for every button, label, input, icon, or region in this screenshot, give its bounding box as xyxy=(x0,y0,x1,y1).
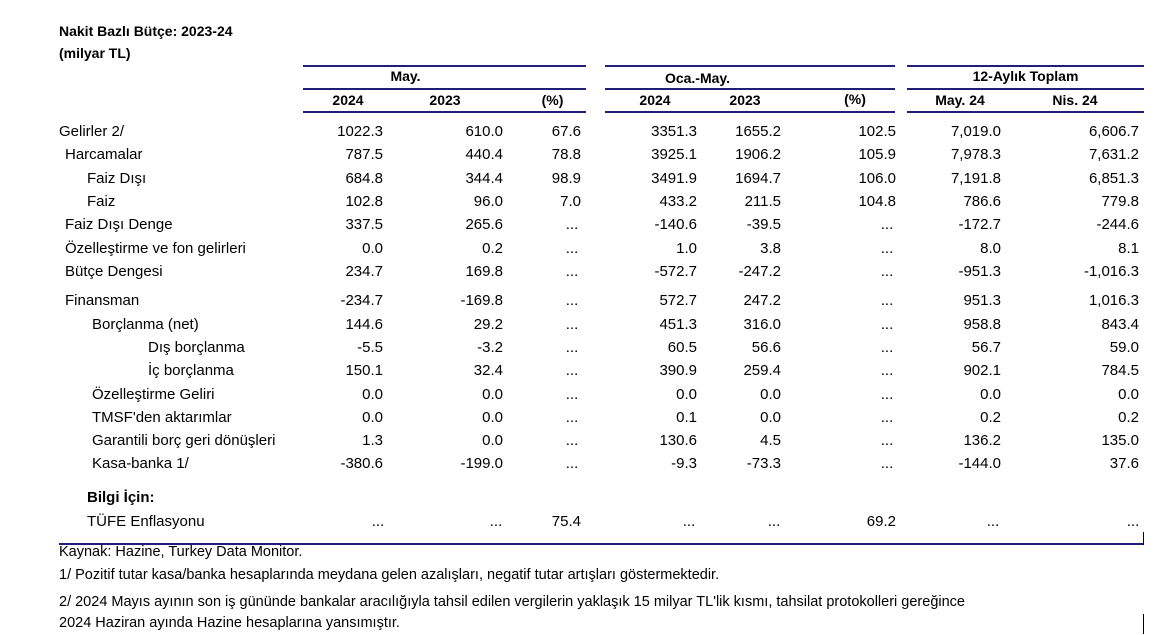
cell: 316.0 xyxy=(743,316,781,333)
cell: 0.0 xyxy=(676,386,697,403)
cell: ... xyxy=(565,432,579,449)
cell: 96.0 xyxy=(473,193,503,210)
cell: 610.0 xyxy=(465,123,503,140)
cell: 951.3 xyxy=(963,292,1001,309)
cell: 337.5 xyxy=(345,216,383,233)
cell: ... xyxy=(565,240,579,257)
subheader-may24: May. 24 xyxy=(935,92,985,108)
row-label: Özelleştirme ve fon gelirleri xyxy=(65,240,246,257)
group-top-rule-may xyxy=(303,65,586,67)
cell: 67.6 xyxy=(551,123,581,140)
cell: 259.4 xyxy=(743,362,781,379)
table-row xyxy=(0,193,1174,213)
cell: 3.8 xyxy=(760,240,781,257)
cell: 75.4 xyxy=(551,513,581,530)
cell: 390.9 xyxy=(659,362,697,379)
cell: 0.0 xyxy=(362,386,383,403)
cell: 7,978.3 xyxy=(950,146,1001,163)
cell: 69.2 xyxy=(866,513,896,530)
cell: 0.0 xyxy=(482,409,503,426)
cell: ... xyxy=(880,216,894,233)
cell: 7,019.0 xyxy=(950,123,1001,140)
cell: 136.2 xyxy=(963,432,1001,449)
cell: 0.0 xyxy=(362,409,383,426)
cell: 6,851.3 xyxy=(1088,170,1139,187)
subheader-may-2024: 2024 xyxy=(332,92,364,108)
cell: 265.6 xyxy=(465,216,503,233)
cell: 130.6 xyxy=(659,432,697,449)
table-row xyxy=(0,216,1174,236)
right-edge-marker xyxy=(1143,532,1144,545)
subheader-may-2023: 2023 xyxy=(429,92,461,108)
cell: 0.2 xyxy=(1118,409,1139,426)
row-label: Bütçe Dengesi xyxy=(65,263,163,280)
cell: 169.8 xyxy=(465,263,503,280)
cell: 0.1 xyxy=(676,409,697,426)
table-row xyxy=(0,362,1174,382)
group-header-ocamay: Oca.-May. xyxy=(664,70,731,86)
cell: 684.8 xyxy=(345,170,383,187)
cell: ... xyxy=(565,216,579,233)
cell: 105.9 xyxy=(858,146,896,163)
row-label: Gelirler 2/ xyxy=(59,123,125,140)
table-row xyxy=(0,409,1174,429)
cell: 784.5 xyxy=(1101,362,1139,379)
cell: ... xyxy=(565,409,579,426)
cell: 0.0 xyxy=(482,432,503,449)
subheader-nis24: Nis. 24 xyxy=(1052,92,1098,108)
group-header-may: May. xyxy=(390,68,421,84)
cell: 102.8 xyxy=(345,193,383,210)
cell: 7,631.2 xyxy=(1088,146,1139,163)
cell: 56.7 xyxy=(971,339,1001,356)
cell: 0.0 xyxy=(760,386,781,403)
source-note: Kaynak: Hazine, Turkey Data Monitor. xyxy=(59,544,303,560)
cell: 106.0 xyxy=(858,170,896,187)
cell: ... xyxy=(880,263,894,280)
cell: 0.0 xyxy=(482,386,503,403)
cell: ... xyxy=(371,513,385,530)
cell: 7.0 xyxy=(560,193,581,210)
subheader-ocamay-pct: (%) xyxy=(844,91,866,107)
cell: -199.0 xyxy=(460,455,503,472)
row-label: Dış borçlanma xyxy=(148,339,245,356)
cell: ... xyxy=(880,455,894,472)
row-label: Özelleştirme Geliri xyxy=(92,386,215,403)
cell: 433.2 xyxy=(659,193,697,210)
cell: -39.5 xyxy=(746,216,781,233)
row-label: Borçlanma (net) xyxy=(92,316,199,333)
cell: 78.8 xyxy=(551,146,581,163)
subheader-may-pct: (%) xyxy=(541,92,564,108)
cell: 7,191.8 xyxy=(950,170,1001,187)
table-row xyxy=(0,263,1174,283)
cell: 6,606.7 xyxy=(1088,123,1139,140)
table-row xyxy=(0,432,1174,452)
row-label: TMSF'den aktarımlar xyxy=(92,409,232,426)
right-edge-marker xyxy=(1143,614,1144,634)
cell: 1.3 xyxy=(362,432,383,449)
cell: ... xyxy=(565,339,579,356)
cell: ... xyxy=(880,432,894,449)
cell: 8.0 xyxy=(980,240,1001,257)
cell: 60.5 xyxy=(667,339,697,356)
subheader-ocamay-2024: 2024 xyxy=(639,92,671,108)
cell: -144.0 xyxy=(958,455,1001,472)
cell: ... xyxy=(565,362,579,379)
cell: ... xyxy=(565,386,579,403)
group-header-12ay: 12-Aylık Toplam xyxy=(972,68,1079,84)
cell: 234.7 xyxy=(345,263,383,280)
table-row xyxy=(0,292,1174,312)
table-row xyxy=(0,170,1174,190)
row-label: Faiz Dışı Denge xyxy=(65,216,173,233)
info-heading: Bilgi İçin: xyxy=(87,489,155,506)
subheader-top-rule xyxy=(907,88,1144,90)
table-row xyxy=(0,240,1174,260)
table-row xyxy=(0,339,1174,359)
cell: 902.1 xyxy=(963,362,1001,379)
group-top-rule-ocamay xyxy=(605,65,895,67)
cell: 104.8 xyxy=(858,193,896,210)
cell: -5.5 xyxy=(357,339,383,356)
cell: -380.6 xyxy=(340,455,383,472)
subheader-bottom-rule xyxy=(303,111,586,113)
cell: 1655.2 xyxy=(735,123,781,140)
cell: ... xyxy=(880,292,894,309)
cell: ... xyxy=(489,513,503,530)
cell: 98.9 xyxy=(551,170,581,187)
subheader-ocamay-2023: 2023 xyxy=(729,92,761,108)
cell: ... xyxy=(880,339,894,356)
cell: -3.2 xyxy=(477,339,503,356)
cell: 0.0 xyxy=(1118,386,1139,403)
cell: ... xyxy=(880,409,894,426)
cell: ... xyxy=(880,386,894,403)
cell: 4.5 xyxy=(760,432,781,449)
cell: 59.0 xyxy=(1109,339,1139,356)
cell: 1022.3 xyxy=(337,123,383,140)
footnote-2: 2/ 2024 Mayıs ayının son iş gününde bankalar aracılığıyla tahsil edilen vergilerin yaklaşık 15 milyar TL'lik kısmı, tahsilat protokolleri gereğince xyxy=(59,594,965,610)
cell: 144.6 xyxy=(345,316,383,333)
cell: 135.0 xyxy=(1101,432,1139,449)
cell: ... xyxy=(767,513,781,530)
cell: ... xyxy=(565,292,579,309)
footnote-1: 1/ Pozitif tutar kasa/banka hesaplarında meydana gelen azalışları, negatif tutar artışları göstermektedir. xyxy=(59,567,720,583)
cell: 32.4 xyxy=(473,362,503,379)
cell: 843.4 xyxy=(1101,316,1139,333)
row-label: Faiz Dışı xyxy=(87,170,147,187)
cell: 56.6 xyxy=(751,339,781,356)
cell: -172.7 xyxy=(958,216,1001,233)
cell: 150.1 xyxy=(345,362,383,379)
row-label: Kasa-banka 1/ xyxy=(92,455,189,472)
cell: -234.7 xyxy=(340,292,383,309)
table-row xyxy=(0,123,1174,143)
cell: 1,016.3 xyxy=(1088,292,1139,309)
cell: 0.0 xyxy=(362,240,383,257)
cell: ... xyxy=(565,263,579,280)
table-row xyxy=(0,386,1174,406)
cell: ... xyxy=(880,362,894,379)
cell: 3351.3 xyxy=(651,123,697,140)
table-row xyxy=(0,455,1174,475)
cell: ... xyxy=(880,316,894,333)
cell: ... xyxy=(682,513,696,530)
cell: 1906.2 xyxy=(735,146,781,163)
cell: 0.0 xyxy=(760,409,781,426)
subheader-bottom-rule xyxy=(907,111,1144,113)
cell: -572.7 xyxy=(654,263,697,280)
cell: -169.8 xyxy=(460,292,503,309)
row-label: Finansman xyxy=(65,292,140,309)
cell: 0.2 xyxy=(980,409,1001,426)
row-label: İç borçlanma xyxy=(148,362,234,379)
cell: ... xyxy=(986,513,1000,530)
cell: ... xyxy=(880,240,894,257)
cell: 958.8 xyxy=(963,316,1001,333)
cell: 786.6 xyxy=(963,193,1001,210)
table-row xyxy=(0,146,1174,166)
cell: 3925.1 xyxy=(651,146,697,163)
info-heading-row xyxy=(0,489,1174,509)
table-unit: (milyar TL) xyxy=(59,45,131,61)
info-row xyxy=(0,513,1174,533)
cell: 779.8 xyxy=(1101,193,1139,210)
cell: 0.0 xyxy=(980,386,1001,403)
row-label: Faiz xyxy=(87,193,116,210)
cell: 344.4 xyxy=(465,170,503,187)
cell: 29.2 xyxy=(473,316,503,333)
cell: 572.7 xyxy=(659,292,697,309)
cell: 0.2 xyxy=(482,240,503,257)
cell: -951.3 xyxy=(958,263,1001,280)
cell: -1,016.3 xyxy=(1083,263,1139,280)
cell: ... xyxy=(565,455,579,472)
row-label: TÜFE Enflasyonu xyxy=(87,513,205,530)
cell: 3491.9 xyxy=(651,170,697,187)
cell: 440.4 xyxy=(465,146,503,163)
cell: 1694.7 xyxy=(735,170,781,187)
cell: 211.5 xyxy=(744,193,781,210)
cell: -247.2 xyxy=(738,263,781,280)
cell: -140.6 xyxy=(654,216,697,233)
cell: -9.3 xyxy=(671,455,697,472)
cell: 1.0 xyxy=(676,240,697,257)
subheader-bottom-rule xyxy=(605,111,895,113)
cell: -73.3 xyxy=(746,455,781,472)
row-label: Garantili borç geri dönüşleri xyxy=(92,432,276,449)
row-label: Harcamalar xyxy=(65,146,143,163)
table-title: Nakit Bazlı Bütçe: 2023-24 xyxy=(59,23,233,39)
subheader-top-rule xyxy=(605,88,895,90)
cell: ... xyxy=(565,316,579,333)
cell: ... xyxy=(1126,513,1140,530)
footnote-2-continued: 2024 Haziran ayında Hazine hesaplarına yansımıştır. xyxy=(59,615,400,631)
cell: -244.6 xyxy=(1096,216,1139,233)
cell: 37.6 xyxy=(1109,455,1139,472)
cell: 8.1 xyxy=(1118,240,1139,257)
cell: 787.5 xyxy=(345,146,383,163)
group-top-rule-12ay xyxy=(907,65,1144,67)
cell: 247.2 xyxy=(743,292,781,309)
cell: 102.5 xyxy=(858,123,896,140)
table-row xyxy=(0,316,1174,336)
subheader-top-rule xyxy=(303,88,586,90)
cell: 451.3 xyxy=(659,316,697,333)
